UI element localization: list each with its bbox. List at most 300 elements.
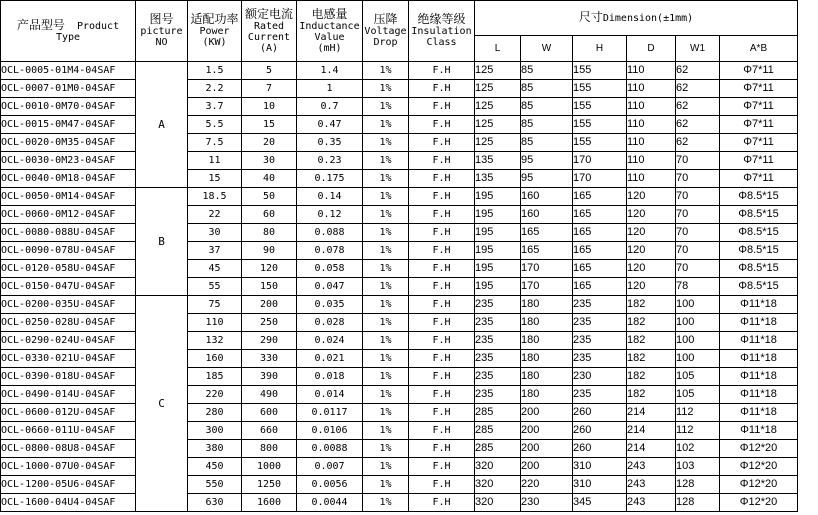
table-row — [1, 476, 798, 494]
model-cell: OCL-0150-047U-04SAF — [1, 278, 136, 296]
insulation-cell: F.H — [409, 404, 475, 422]
dim-w1-cell: 100 — [676, 332, 720, 350]
header-dim-ab: A*B — [720, 36, 798, 62]
power-cell: 220 — [188, 386, 242, 404]
dim-ab-cell: Φ12*20 — [720, 458, 798, 476]
dim-d-cell: 214 — [627, 440, 676, 458]
inductance-cell: 0.0044 — [297, 494, 363, 512]
drop-cell: 1% — [363, 152, 409, 170]
dim-ab-cell: Φ11*18 — [720, 350, 798, 368]
dim-d-cell: 182 — [627, 350, 676, 368]
table-row — [1, 458, 798, 476]
dim-h-cell: 310 — [573, 476, 627, 494]
current-cell: 10 — [242, 98, 297, 116]
model-cell: OCL-0800-08U8-04SAF — [1, 440, 136, 458]
dim-ab-cell: Φ8.5*15 — [720, 278, 798, 296]
dim-w-cell: 160 — [521, 206, 573, 224]
insulation-cell: F.H — [409, 332, 475, 350]
drop-cell: 1% — [363, 404, 409, 422]
dim-w1-cell: 70 — [676, 170, 720, 188]
dim-d-cell: 120 — [627, 278, 676, 296]
drop-cell: 1% — [363, 386, 409, 404]
dim-l-cell: 125 — [475, 62, 521, 80]
power-cell: 550 — [188, 476, 242, 494]
model-cell: OCL-0290-024U-04SAF — [1, 332, 136, 350]
dim-w1-cell: 70 — [676, 206, 720, 224]
power-cell: 11 — [188, 152, 242, 170]
drop-cell: 1% — [363, 296, 409, 314]
dim-ab-cell: Φ11*18 — [720, 386, 798, 404]
dim-w1-cell: 100 — [676, 314, 720, 332]
inductance-cell: 0.7 — [297, 98, 363, 116]
dim-w1-cell: 62 — [676, 80, 720, 98]
dim-w1-cell: 128 — [676, 494, 720, 512]
insulation-cell: F.H — [409, 494, 475, 512]
table-row — [1, 260, 798, 278]
dim-l-cell: 195 — [475, 206, 521, 224]
dim-d-cell: 110 — [627, 80, 676, 98]
current-cell: 5 — [242, 62, 297, 80]
model-cell: OCL-0080-088U-04SAF — [1, 224, 136, 242]
inductance-cell: 0.12 — [297, 206, 363, 224]
dim-w-cell: 200 — [521, 404, 573, 422]
dim-w-cell: 85 — [521, 116, 573, 134]
dim-ab-cell: Φ7*11 — [720, 116, 798, 134]
current-cell: 7 — [242, 80, 297, 98]
dim-l-cell: 235 — [475, 314, 521, 332]
dim-h-cell: 155 — [573, 134, 627, 152]
dim-h-cell: 310 — [573, 458, 627, 476]
power-cell: 75 — [188, 296, 242, 314]
insulation-cell: F.H — [409, 314, 475, 332]
dim-w-cell: 180 — [521, 368, 573, 386]
insulation-cell: F.H — [409, 134, 475, 152]
model-cell: OCL-0050-0M14-04SAF — [1, 188, 136, 206]
dim-w-cell: 85 — [521, 134, 573, 152]
dim-w1-cell: 62 — [676, 134, 720, 152]
drop-cell: 1% — [363, 422, 409, 440]
dim-d-cell: 110 — [627, 134, 676, 152]
dim-d-cell: 120 — [627, 224, 676, 242]
insulation-cell: F.H — [409, 422, 475, 440]
power-cell: 300 — [188, 422, 242, 440]
table-row — [1, 494, 798, 512]
power-cell: 1.5 — [188, 62, 242, 80]
table-row — [1, 152, 798, 170]
table-row — [1, 62, 798, 80]
dim-w-cell: 165 — [521, 242, 573, 260]
dim-h-cell: 165 — [573, 224, 627, 242]
dim-ab-cell: Φ7*11 — [720, 170, 798, 188]
table-row — [1, 278, 798, 296]
dim-l-cell: 195 — [475, 260, 521, 278]
dim-ab-cell: Φ12*20 — [720, 440, 798, 458]
inductance-cell: 0.024 — [297, 332, 363, 350]
header-dim-w1: W1 — [676, 36, 720, 62]
drop-cell: 1% — [363, 260, 409, 278]
dim-h-cell: 165 — [573, 278, 627, 296]
dim-ab-cell: Φ12*20 — [720, 476, 798, 494]
dim-h-cell: 235 — [573, 314, 627, 332]
dim-l-cell: 195 — [475, 224, 521, 242]
dim-d-cell: 110 — [627, 152, 676, 170]
current-cell: 120 — [242, 260, 297, 278]
model-cell: OCL-0200-035U-04SAF — [1, 296, 136, 314]
dim-ab-cell: Φ11*18 — [720, 404, 798, 422]
inductance-cell: 0.14 — [297, 188, 363, 206]
dim-w-cell: 170 — [521, 260, 573, 278]
dim-w-cell: 230 — [521, 494, 573, 512]
dim-w1-cell: 78 — [676, 278, 720, 296]
current-cell: 250 — [242, 314, 297, 332]
insulation-cell: F.H — [409, 116, 475, 134]
dim-w-cell: 180 — [521, 386, 573, 404]
dim-l-cell: 320 — [475, 458, 521, 476]
header-picture-no: 图号 picture NO — [136, 1, 188, 62]
power-cell: 132 — [188, 332, 242, 350]
dim-d-cell: 120 — [627, 188, 676, 206]
inductance-cell: 0.35 — [297, 134, 363, 152]
current-cell: 50 — [242, 188, 297, 206]
insulation-cell: F.H — [409, 458, 475, 476]
model-cell: OCL-1000-07U0-04SAF — [1, 458, 136, 476]
inductance-cell: 0.047 — [297, 278, 363, 296]
table-row — [1, 206, 798, 224]
dim-ab-cell: Φ8.5*15 — [720, 206, 798, 224]
header-insulation-class: 绝缘等级 Insulation Class — [409, 1, 475, 62]
dim-w1-cell: 112 — [676, 404, 720, 422]
insulation-cell: F.H — [409, 80, 475, 98]
inductance-cell: 0.007 — [297, 458, 363, 476]
insulation-cell: F.H — [409, 62, 475, 80]
dim-ab-cell: Φ8.5*15 — [720, 188, 798, 206]
drop-cell: 1% — [363, 242, 409, 260]
dim-ab-cell: Φ7*11 — [720, 62, 798, 80]
dim-d-cell: 120 — [627, 260, 676, 278]
dim-h-cell: 235 — [573, 350, 627, 368]
dim-ab-cell: Φ11*18 — [720, 332, 798, 350]
insulation-cell: F.H — [409, 206, 475, 224]
header-inductance: 电感量 Inductance Value (mH) — [297, 1, 363, 62]
dim-h-cell: 165 — [573, 188, 627, 206]
dim-ab-cell: Φ8.5*15 — [720, 260, 798, 278]
dim-h-cell: 235 — [573, 386, 627, 404]
power-cell: 45 — [188, 260, 242, 278]
dim-h-cell: 260 — [573, 440, 627, 458]
current-cell: 20 — [242, 134, 297, 152]
table-row — [1, 224, 798, 242]
header-power: 适配功率 Power (KW) — [188, 1, 242, 62]
current-cell: 390 — [242, 368, 297, 386]
drop-cell: 1% — [363, 170, 409, 188]
dim-w-cell: 165 — [521, 224, 573, 242]
dim-d-cell: 182 — [627, 314, 676, 332]
dim-h-cell: 165 — [573, 260, 627, 278]
insulation-cell: F.H — [409, 224, 475, 242]
dim-d-cell: 182 — [627, 296, 676, 314]
dim-d-cell: 110 — [627, 62, 676, 80]
dim-w-cell: 85 — [521, 98, 573, 116]
dim-ab-cell: Φ7*11 — [720, 80, 798, 98]
drop-cell: 1% — [363, 80, 409, 98]
model-cell: OCL-0250-028U-04SAF — [1, 314, 136, 332]
inductance-cell: 0.058 — [297, 260, 363, 278]
insulation-cell: F.H — [409, 476, 475, 494]
insulation-cell: F.H — [409, 440, 475, 458]
inductance-cell: 0.014 — [297, 386, 363, 404]
dim-h-cell: 165 — [573, 206, 627, 224]
table-row — [1, 80, 798, 98]
dim-d-cell: 243 — [627, 494, 676, 512]
table-row — [1, 368, 798, 386]
model-cell: OCL-0490-014U-04SAF — [1, 386, 136, 404]
current-cell: 90 — [242, 242, 297, 260]
power-cell: 185 — [188, 368, 242, 386]
dim-w-cell: 170 — [521, 278, 573, 296]
model-cell: OCL-0660-011U-04SAF — [1, 422, 136, 440]
dim-ab-cell: Φ8.5*15 — [720, 224, 798, 242]
power-cell: 7.5 — [188, 134, 242, 152]
dim-w-cell: 220 — [521, 476, 573, 494]
model-cell: OCL-0015-0M47-04SAF — [1, 116, 136, 134]
dim-l-cell: 285 — [475, 404, 521, 422]
dim-l-cell: 235 — [475, 332, 521, 350]
dim-l-cell: 195 — [475, 188, 521, 206]
dim-l-cell: 135 — [475, 152, 521, 170]
power-cell: 30 — [188, 224, 242, 242]
dim-d-cell: 110 — [627, 98, 676, 116]
dim-w-cell: 95 — [521, 152, 573, 170]
model-cell: OCL-1600-04U4-04SAF — [1, 494, 136, 512]
dim-w-cell: 180 — [521, 350, 573, 368]
current-cell: 1250 — [242, 476, 297, 494]
table-row — [1, 98, 798, 116]
insulation-cell: F.H — [409, 98, 475, 116]
drop-cell: 1% — [363, 278, 409, 296]
dim-h-cell: 345 — [573, 494, 627, 512]
drop-cell: 1% — [363, 62, 409, 80]
dim-ab-cell: Φ7*11 — [720, 152, 798, 170]
power-cell: 3.7 — [188, 98, 242, 116]
dim-w1-cell: 105 — [676, 386, 720, 404]
table-row — [1, 350, 798, 368]
dim-d-cell: 243 — [627, 476, 676, 494]
dim-w-cell: 85 — [521, 80, 573, 98]
dim-l-cell: 135 — [475, 170, 521, 188]
dim-w-cell: 200 — [521, 458, 573, 476]
dim-ab-cell: Φ8.5*15 — [720, 242, 798, 260]
table-row — [1, 404, 798, 422]
dim-d-cell: 243 — [627, 458, 676, 476]
drop-cell: 1% — [363, 440, 409, 458]
insulation-cell: F.H — [409, 278, 475, 296]
drop-cell: 1% — [363, 314, 409, 332]
dim-ab-cell: Φ11*18 — [720, 296, 798, 314]
dim-h-cell: 155 — [573, 116, 627, 134]
drop-cell: 1% — [363, 206, 409, 224]
model-cell: OCL-0090-078U-04SAF — [1, 242, 136, 260]
dim-h-cell: 230 — [573, 368, 627, 386]
dim-d-cell: 120 — [627, 206, 676, 224]
dim-l-cell: 235 — [475, 296, 521, 314]
dim-w1-cell: 62 — [676, 98, 720, 116]
inductance-cell: 1.4 — [297, 62, 363, 80]
dim-l-cell: 320 — [475, 476, 521, 494]
drop-cell: 1% — [363, 458, 409, 476]
power-cell: 280 — [188, 404, 242, 422]
table-row — [1, 134, 798, 152]
dim-h-cell: 155 — [573, 98, 627, 116]
table-row — [1, 422, 798, 440]
dim-d-cell: 120 — [627, 242, 676, 260]
model-cell: OCL-0060-0M12-04SAF — [1, 206, 136, 224]
header-dim-h: H — [573, 36, 627, 62]
dim-w1-cell: 70 — [676, 152, 720, 170]
drop-cell: 1% — [363, 332, 409, 350]
drop-cell: 1% — [363, 188, 409, 206]
dim-w1-cell: 70 — [676, 224, 720, 242]
dim-l-cell: 195 — [475, 278, 521, 296]
dim-h-cell: 235 — [573, 332, 627, 350]
dim-l-cell: 235 — [475, 350, 521, 368]
header-dimension: 尺寸Dimension(±1mm) — [475, 1, 798, 36]
dim-l-cell: 125 — [475, 80, 521, 98]
model-cell: OCL-1200-05U6-04SAF — [1, 476, 136, 494]
dim-h-cell: 170 — [573, 152, 627, 170]
dim-w1-cell: 128 — [676, 476, 720, 494]
dim-d-cell: 214 — [627, 422, 676, 440]
insulation-cell: F.H — [409, 296, 475, 314]
table-body — [1, 62, 798, 512]
current-cell: 15 — [242, 116, 297, 134]
inductance-cell: 0.47 — [297, 116, 363, 134]
model-cell: OCL-0330-021U-04SAF — [1, 350, 136, 368]
inductance-cell: 0.021 — [297, 350, 363, 368]
power-cell: 55 — [188, 278, 242, 296]
current-cell: 290 — [242, 332, 297, 350]
dim-w1-cell: 100 — [676, 296, 720, 314]
dim-l-cell: 235 — [475, 386, 521, 404]
power-cell: 380 — [188, 440, 242, 458]
dim-w1-cell: 70 — [676, 188, 720, 206]
table-row — [1, 296, 798, 314]
header-dim-d: D — [627, 36, 676, 62]
dim-ab-cell: Φ11*18 — [720, 422, 798, 440]
table-row — [1, 386, 798, 404]
insulation-cell: F.H — [409, 152, 475, 170]
header-dim-l: L — [475, 36, 521, 62]
power-cell: 18.5 — [188, 188, 242, 206]
dim-w-cell: 200 — [521, 422, 573, 440]
dim-h-cell: 165 — [573, 242, 627, 260]
current-cell: 1600 — [242, 494, 297, 512]
dim-d-cell: 182 — [627, 386, 676, 404]
inductance-cell: 0.028 — [297, 314, 363, 332]
power-cell: 2.2 — [188, 80, 242, 98]
insulation-cell: F.H — [409, 386, 475, 404]
drop-cell: 1% — [363, 134, 409, 152]
dim-h-cell: 155 — [573, 80, 627, 98]
current-cell: 150 — [242, 278, 297, 296]
dim-d-cell: 110 — [627, 170, 676, 188]
power-cell: 630 — [188, 494, 242, 512]
power-cell: 5.5 — [188, 116, 242, 134]
dim-d-cell: 110 — [627, 116, 676, 134]
dim-l-cell: 285 — [475, 422, 521, 440]
dim-w1-cell: 100 — [676, 350, 720, 368]
inductance-cell: 0.23 — [297, 152, 363, 170]
inductance-cell: 0.018 — [297, 368, 363, 386]
dim-l-cell: 125 — [475, 134, 521, 152]
insulation-cell: F.H — [409, 188, 475, 206]
model-cell: OCL-0600-012U-04SAF — [1, 404, 136, 422]
dim-l-cell: 195 — [475, 242, 521, 260]
drop-cell: 1% — [363, 98, 409, 116]
dim-w1-cell: 70 — [676, 260, 720, 278]
dim-h-cell: 260 — [573, 404, 627, 422]
current-cell: 490 — [242, 386, 297, 404]
inductance-cell: 1 — [297, 80, 363, 98]
power-cell: 37 — [188, 242, 242, 260]
header-rated-current: 额定电流 Rated Current (A) — [242, 1, 297, 62]
insulation-cell: F.H — [409, 242, 475, 260]
table-row — [1, 116, 798, 134]
inductance-cell: 0.088 — [297, 224, 363, 242]
current-cell: 60 — [242, 206, 297, 224]
dim-ab-cell: Φ7*11 — [720, 98, 798, 116]
model-cell: OCL-0040-0M18-04SAF — [1, 170, 136, 188]
drop-cell: 1% — [363, 494, 409, 512]
inductance-cell: 0.175 — [297, 170, 363, 188]
dim-w-cell: 180 — [521, 314, 573, 332]
dim-l-cell: 235 — [475, 368, 521, 386]
dim-w-cell: 180 — [521, 296, 573, 314]
insulation-cell: F.H — [409, 260, 475, 278]
picture-cell-a: A — [136, 62, 188, 188]
inductance-cell: 0.078 — [297, 242, 363, 260]
current-cell: 1000 — [242, 458, 297, 476]
dim-h-cell: 235 — [573, 296, 627, 314]
current-cell: 30 — [242, 152, 297, 170]
picture-cell-c: C — [136, 296, 188, 512]
drop-cell: 1% — [363, 350, 409, 368]
dim-l-cell: 320 — [475, 494, 521, 512]
table-row — [1, 242, 798, 260]
dim-w-cell: 180 — [521, 332, 573, 350]
table-row — [1, 440, 798, 458]
header-dim-w: W — [521, 36, 573, 62]
current-cell: 800 — [242, 440, 297, 458]
current-cell: 660 — [242, 422, 297, 440]
dim-ab-cell: Φ7*11 — [720, 134, 798, 152]
dim-h-cell: 170 — [573, 170, 627, 188]
dim-w1-cell: 103 — [676, 458, 720, 476]
dim-w1-cell: 62 — [676, 62, 720, 80]
table-row — [1, 332, 798, 350]
dim-w-cell: 85 — [521, 62, 573, 80]
current-cell: 600 — [242, 404, 297, 422]
dim-l-cell: 285 — [475, 440, 521, 458]
table-row — [1, 188, 798, 206]
insulation-cell: F.H — [409, 368, 475, 386]
power-cell: 160 — [188, 350, 242, 368]
header-product-type: 产品型号 Product Type — [1, 1, 136, 62]
dim-l-cell: 125 — [475, 116, 521, 134]
current-cell: 40 — [242, 170, 297, 188]
table-row — [1, 170, 798, 188]
insulation-cell: F.H — [409, 350, 475, 368]
inductance-cell: 0.0088 — [297, 440, 363, 458]
